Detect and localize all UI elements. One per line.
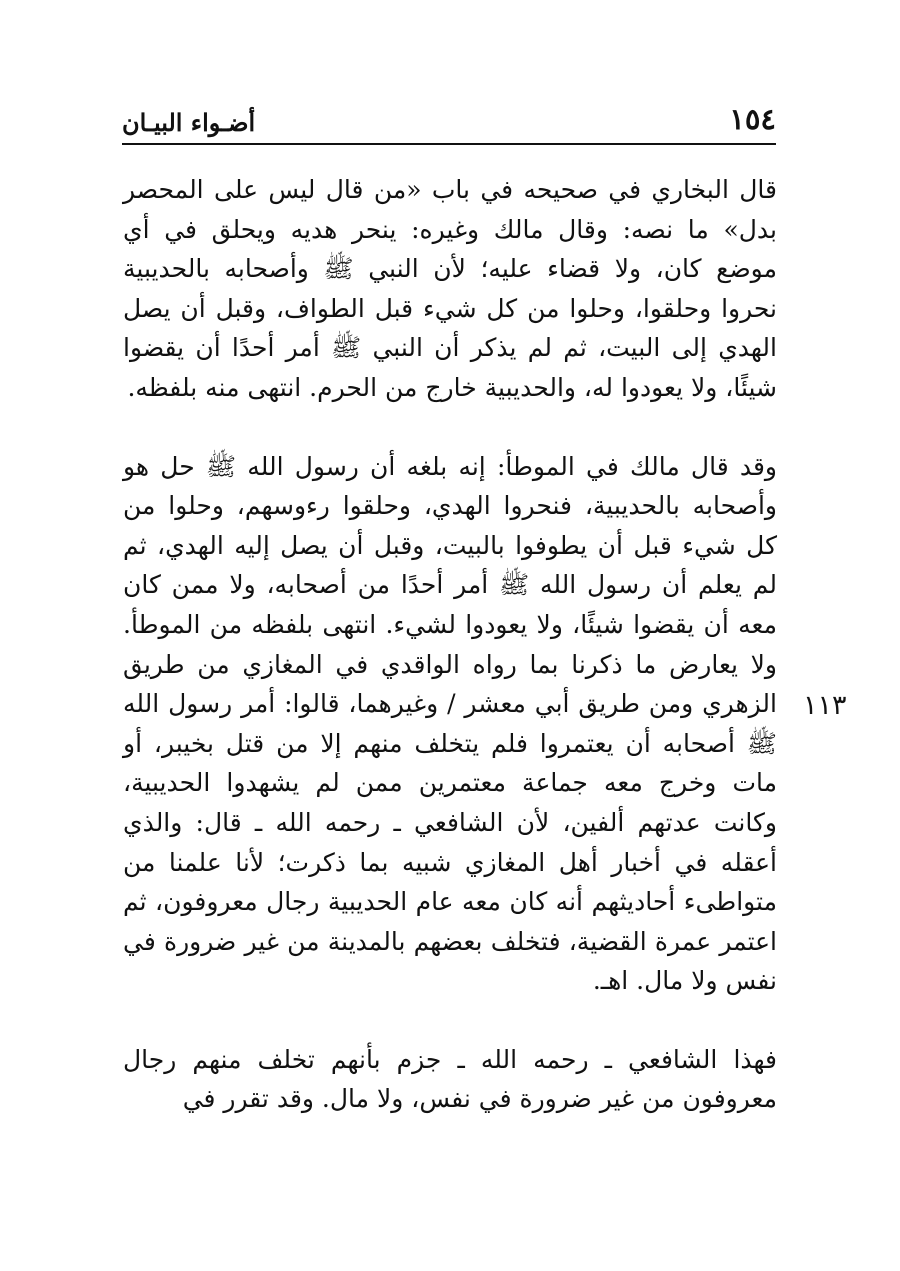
running-title: أضـواء البيـان [122,108,256,137]
margin-page-marker: ١١٣ [803,690,847,721]
header-rule [122,143,776,145]
paragraph-shafii: فهذا الشافعي ـ رحمه الله ـ جزم بأنهم تخلف منهم رجال معروفون من غير ضرورة في نفس، ولا مال. وقد تقرر في [123,1044,777,1114]
page-number: ١٥٤ [729,102,776,136]
page-header [122,96,776,146]
body-text [123,170,777,1119]
paragraph-bukhari: قال البخاري في صحيحه في باب «من قال ليس على المحصر بدل» ما نصه: وقال مالك وغيره: ينحر هديه ويحلق في أي موضع كان، ولا قضاء عليه؛ لأن النبي ﷺ وأصحابه بالحديبية نحروا وحلقوا، وحلوا من كل شيء قبل الطواف، وقبل أن يصل الهدي إلى البيت، ثم لم يذكر أن النبي ﷺ أمر أحدًا أن يقضوا شيئًا، ولا يعودوا له، والحديبية خارج من الحرم. انتهى منه بلفظه. [123,175,777,402]
paragraph-malik-muwatta: وقد قال مالك في الموطأ: إنه بلغه أن رسول الله ﷺ حل هو وأصحابه بالحديبية، فنحروا الهدي، وحلقوا رءوسهم، وحلوا من كل شيء قبل أن يطوفوا بالبيت، وقبل أن يصل إليه الهدي، ثم لم يعلم أن رسول الله ﷺ أمر أحدًا من أصحابه، ولا ممن كان معه أن يقضوا شيئًا، ولا يعودوا لشيء. انتهى بلفظه من الموطأ. ولا يعارض ما ذكرنا بما رواه الواقدي في المغازي من طريق الزهري ومن طريق أبي معشر / وغيرهما، قالوا: أمر رسول الله ﷺ أصحابه أن يعتمروا فلم يتخلف منهم إلا من قتل بخيبر، أو مات وخرج معه جماعة معتمرين ممن لم يشهدوا الحديبية، وكانت عدتهم ألفين، لأن الشافعي ـ رحمه الله ـ قال: والذي أعقله في أخبار أهل المغازي شبيه بما ذكرت؛ لأنا علمنا من متواطىء أحاديثهم أنه كان معه عام الحديبية رجال معروفون، ثم اعتمر عمرة القضية، فتخلف بعضهم بالمدينة من غير ضرورة في نفس ولا مال. اهـ. [123,451,777,996]
